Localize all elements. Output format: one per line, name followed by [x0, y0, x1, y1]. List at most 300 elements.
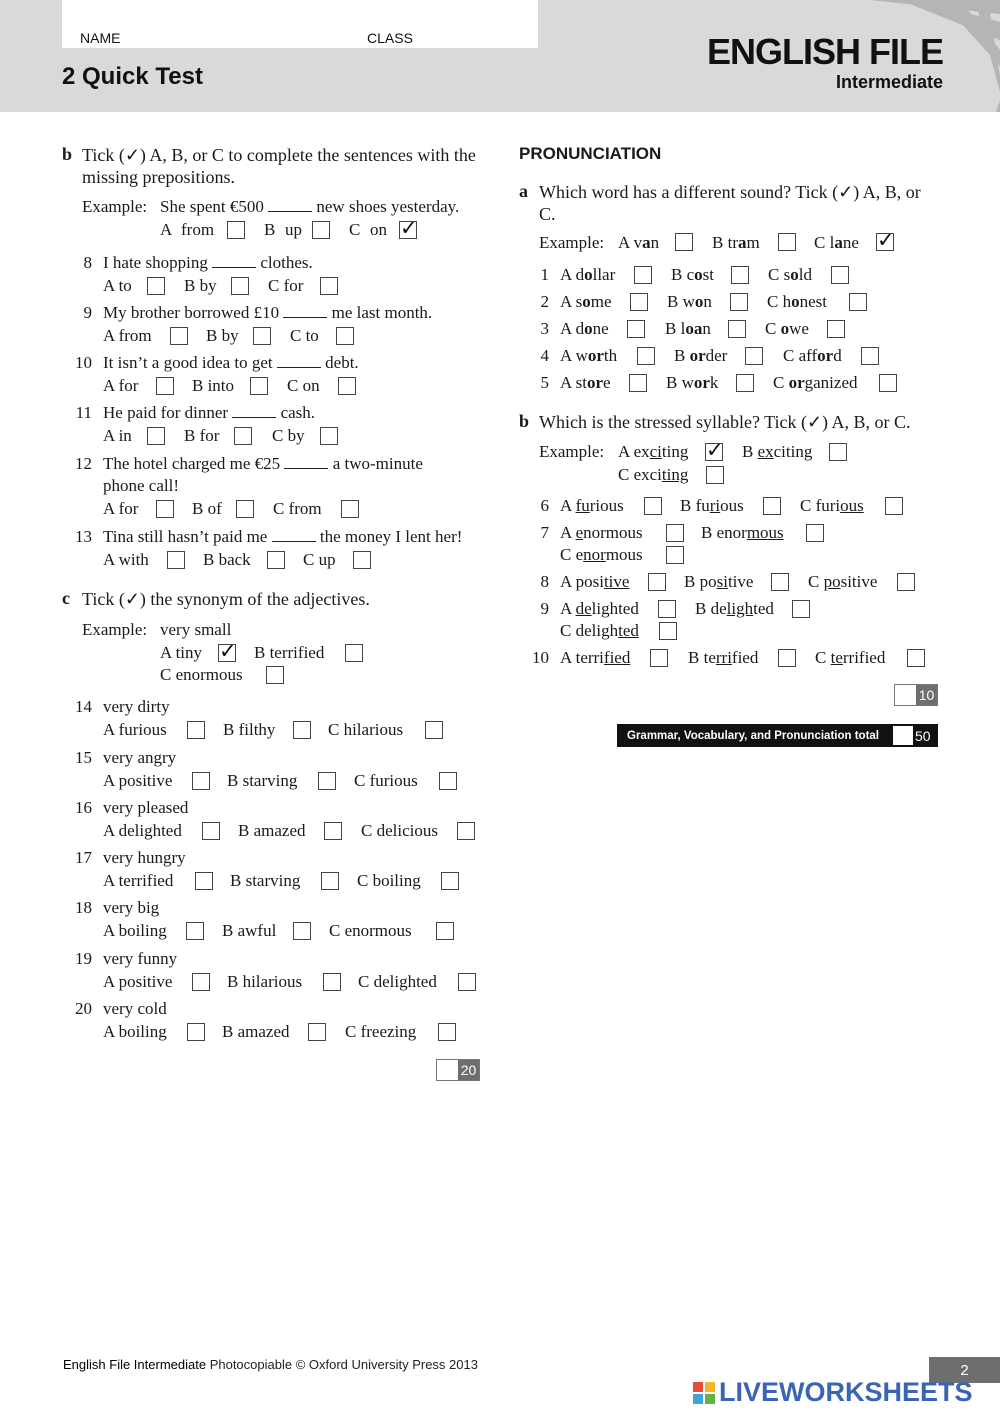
page-number: 2 — [929, 1357, 1000, 1383]
question-sentence — [103, 303, 432, 323]
answer-checkbox[interactable] — [666, 524, 684, 542]
answer-checkbox[interactable] — [644, 497, 662, 515]
answer-checkbox[interactable] — [436, 922, 454, 940]
stressed-syllable: ri — [709, 496, 721, 515]
word-part: m — [746, 233, 760, 252]
question-number: 18 — [75, 898, 92, 917]
word-part: de — [710, 599, 727, 618]
option-word — [808, 572, 877, 592]
total-score-bar — [617, 724, 938, 747]
option-label: B terrified — [254, 643, 325, 662]
question-number: 11 — [75, 403, 92, 422]
option-label: B by — [206, 326, 239, 345]
highlighted-sound: o — [780, 319, 790, 338]
option-letter: C — [560, 621, 572, 640]
option-label: C freezing — [345, 1022, 417, 1041]
answer-checkbox[interactable] — [336, 327, 354, 345]
option-label: C on — [287, 376, 320, 395]
answer-checkbox[interactable] — [831, 266, 849, 284]
option-label: C enormous — [160, 665, 243, 684]
stressed-syllable: te — [830, 648, 843, 667]
word-part: fu — [695, 496, 710, 515]
option-letter: A — [160, 220, 173, 239]
word-part: fied — [731, 648, 759, 667]
option-letter: B — [712, 233, 724, 252]
answer-checkbox[interactable] — [907, 649, 925, 667]
option-letter: A — [560, 523, 572, 542]
option-letter: A — [560, 346, 572, 365]
stressed-syllable: fied — [603, 648, 631, 667]
class-field-label[interactable]: CLASS — [367, 30, 413, 46]
word-part: w — [682, 292, 695, 311]
option-label: C to — [290, 326, 319, 345]
option-label: C by — [272, 426, 305, 445]
highlighted-sound: or — [689, 346, 706, 365]
answer-checkbox[interactable] — [728, 320, 746, 338]
word-part: sitive — [840, 572, 878, 591]
answer-checkbox[interactable] — [341, 500, 359, 518]
highlighted-sound: a — [642, 233, 651, 252]
footer-copyright — [63, 1357, 478, 1372]
word-part: s — [783, 265, 791, 284]
option-letter: C — [560, 545, 572, 564]
answer-checkbox[interactable] — [861, 347, 879, 365]
option-word — [773, 373, 858, 393]
option-letter: A — [560, 496, 572, 515]
answer-checkbox[interactable] — [637, 347, 655, 365]
answer-checkbox[interactable] — [267, 551, 285, 569]
option-word — [742, 442, 812, 462]
word-part: mous — [605, 545, 643, 564]
word-part: tive — [727, 572, 754, 591]
option-letter: A — [560, 373, 572, 392]
option-label: A furious — [103, 720, 167, 739]
option-letter: C — [815, 648, 827, 667]
highlighted-sound: a — [834, 233, 843, 252]
answer-checkbox[interactable] — [192, 772, 210, 790]
answer-checkbox[interactable] — [425, 721, 443, 739]
option-label: A delighted — [103, 821, 182, 840]
question-number: 6 — [540, 496, 549, 515]
option-letter: C — [768, 265, 780, 284]
word-part: s — [575, 292, 583, 311]
answer-checkbox[interactable] — [675, 233, 693, 251]
answer-blank — [277, 356, 321, 368]
answer-checkbox[interactable] — [234, 427, 252, 445]
answer-checkbox[interactable] — [156, 377, 174, 395]
footer-copyright-text: Photocopiable © Oxford University Press 2013 — [206, 1357, 478, 1372]
pron-a-letter: a — [519, 181, 528, 201]
sentence-end: debt. — [325, 353, 359, 372]
option-word — [560, 572, 629, 592]
highlighted-sound: o — [791, 292, 800, 311]
stressed-syllable: ex — [757, 442, 774, 461]
word-part: n — [650, 233, 660, 252]
option-letter: A — [560, 572, 572, 591]
word-part: k — [709, 373, 719, 392]
stressed-syllable: ting — [661, 465, 689, 484]
answer-checkbox[interactable] — [293, 922, 311, 940]
example-label: Example: — [82, 620, 148, 639]
option-label: C for — [268, 276, 304, 295]
answer-blank — [283, 306, 327, 318]
answer-checkbox[interactable] — [634, 266, 652, 284]
option-word — [712, 233, 760, 253]
answer-checkbox[interactable] — [293, 721, 311, 739]
option-label: A tiny — [160, 643, 203, 662]
score-input[interactable] — [895, 685, 916, 705]
word-part: st — [575, 373, 587, 392]
question-number: 9 — [83, 303, 92, 322]
answer-checkbox[interactable] — [627, 320, 645, 338]
highlighted-sound: o — [694, 292, 704, 311]
answer-checkbox[interactable] — [736, 374, 754, 392]
question-number: 10 — [75, 353, 92, 372]
option-letter: C — [808, 572, 820, 591]
answer-checkbox[interactable] — [195, 872, 213, 890]
sentence-start: He paid for dinner — [103, 403, 229, 422]
answer-checkbox[interactable] — [323, 973, 341, 991]
section-score-box — [436, 1059, 480, 1081]
option-label: B starving — [230, 871, 301, 890]
question-number: 2 — [540, 292, 549, 311]
option-letter: C — [783, 346, 795, 365]
highlighted-sound: o — [584, 319, 593, 338]
answer-checkbox[interactable] — [827, 320, 845, 338]
answer-checkbox[interactable] — [650, 649, 668, 667]
question-number: 8 — [83, 253, 92, 272]
answer-checkbox[interactable] — [441, 872, 459, 890]
answer-checkbox[interactable] — [879, 374, 897, 392]
answer-checkbox[interactable] — [156, 500, 174, 518]
word-part: terri — [575, 648, 604, 667]
answer-checkbox[interactable] — [706, 466, 724, 484]
question-prompt: very hungry — [103, 848, 186, 867]
answer-checkbox[interactable] — [253, 327, 271, 345]
stressed-syllable: nor — [583, 545, 606, 564]
page-header — [0, 0, 1000, 112]
stressed-syllable: ous — [840, 496, 864, 515]
word-part: l — [680, 319, 686, 338]
stressed-syllable: mous — [746, 523, 784, 542]
answer-checkbox[interactable] — [458, 973, 476, 991]
answer-checkbox[interactable] — [730, 293, 748, 311]
answer-checkbox[interactable] — [439, 772, 457, 790]
word-part: furi — [815, 496, 841, 515]
brand-logo — [707, 32, 943, 92]
answer-checkbox[interactable] — [192, 973, 210, 991]
option-word — [684, 572, 753, 592]
answer-checkbox[interactable] — [345, 644, 363, 662]
answer-blank — [272, 530, 316, 542]
option-letter: A — [560, 648, 572, 667]
brand-subtitle: Intermediate — [835, 72, 943, 92]
question-sentence — [103, 527, 462, 547]
word-part: d — [575, 319, 585, 338]
pron-a-instruction: Which word has a different sound? Tick (✓) A, B, or C. — [539, 182, 921, 224]
option-word — [768, 265, 812, 285]
word-part: d — [833, 346, 842, 365]
example-sentence-start: She spent €500 — [160, 197, 264, 216]
answer-checkbox[interactable] — [648, 573, 666, 591]
option-letter: A — [560, 292, 572, 311]
word-part: v — [633, 233, 643, 252]
option-label: A positive — [103, 771, 173, 790]
question-prompt: very angry — [103, 748, 177, 767]
answer-checkbox[interactable] — [236, 500, 254, 518]
question-number: 9 — [540, 599, 549, 618]
option-word — [665, 319, 711, 339]
option-word — [783, 346, 842, 366]
score-input[interactable] — [437, 1060, 458, 1080]
example-label: Example: — [82, 197, 148, 216]
word-part: c — [686, 265, 695, 284]
option-letter: B — [264, 220, 276, 239]
option-word — [666, 373, 718, 393]
option-word — [560, 545, 643, 565]
word-part: n — [702, 319, 711, 338]
answer-checkbox[interactable] — [187, 721, 205, 739]
answer-checkbox[interactable] — [630, 293, 648, 311]
answer-checkbox[interactable] — [320, 427, 338, 445]
answer-checkbox[interactable] — [705, 443, 723, 461]
option-word — [701, 523, 784, 543]
option-label: A terrified — [103, 871, 174, 890]
word-part: th — [603, 346, 618, 365]
sentence-start: I hate shopping — [103, 253, 208, 272]
answer-checkbox[interactable] — [186, 922, 204, 940]
option-word — [618, 442, 688, 462]
stressed-syllable: de — [575, 599, 592, 618]
answer-checkbox[interactable] — [250, 377, 268, 395]
sentence-start: It isn’t a good idea to get — [103, 353, 273, 372]
name-class-box — [62, 0, 538, 48]
question-number: 16 — [75, 798, 92, 817]
word-part: posi — [575, 572, 604, 591]
answer-checkbox[interactable] — [806, 524, 824, 542]
option-label: A from — [103, 326, 152, 345]
option-letter: B — [688, 648, 700, 667]
word-part: llar — [592, 265, 616, 284]
option-word — [560, 373, 611, 393]
answer-checkbox[interactable] — [147, 427, 165, 445]
option-letter: C — [618, 465, 630, 484]
highlighted-sound: or — [788, 373, 805, 392]
option-label: B for — [184, 426, 220, 445]
answer-checkbox[interactable] — [266, 666, 284, 684]
answer-checkbox[interactable] — [170, 327, 188, 345]
answer-checkbox[interactable] — [771, 573, 789, 591]
word-part: l — [829, 233, 835, 252]
section-c-instruction: Tick (✓) the synonym of the adjectives. — [82, 589, 370, 609]
answer-checkbox[interactable] — [876, 233, 894, 251]
option-letter: A — [560, 599, 572, 618]
option-label: A boiling — [103, 921, 167, 940]
answer-checkbox[interactable] — [659, 622, 677, 640]
answer-checkbox[interactable] — [731, 266, 749, 284]
stressed-syllable: ci — [649, 442, 662, 461]
word-part: e — [602, 373, 611, 392]
question-number: 19 — [75, 949, 92, 968]
score-max: 20 — [458, 1060, 479, 1080]
option-word — [765, 319, 809, 339]
option-letter: C — [814, 233, 826, 252]
answer-blank — [212, 256, 256, 268]
answer-checkbox[interactable] — [666, 546, 684, 564]
option-label: C furious — [354, 771, 418, 790]
answer-checkbox[interactable] — [399, 221, 417, 239]
stressed-syllable: si — [716, 572, 728, 591]
option-word — [671, 265, 714, 285]
answer-blank — [268, 200, 312, 212]
option-label: C delighted — [358, 972, 437, 991]
answer-checkbox[interactable] — [147, 277, 165, 295]
sentence-end: clothes. — [260, 253, 313, 272]
option-letter: B — [742, 442, 754, 461]
option-letter: B — [665, 319, 677, 338]
answer-checkbox[interactable] — [231, 277, 249, 295]
answer-checkbox[interactable] — [320, 277, 338, 295]
option-letter: B — [667, 292, 679, 311]
answer-checkbox[interactable] — [457, 822, 475, 840]
word-part: me — [590, 292, 612, 311]
highlighted-sound: o — [694, 265, 703, 284]
sentence-end: me last month. — [331, 303, 433, 322]
stressed-syllable: po — [823, 572, 841, 591]
answer-checkbox[interactable] — [318, 772, 336, 790]
stressed-syllable: ted — [618, 621, 639, 640]
word-part: exci — [633, 465, 662, 484]
word-part: enor — [716, 523, 747, 542]
answer-checkbox[interactable] — [778, 233, 796, 251]
option-label: B filthy — [223, 720, 276, 739]
highlighted-sound: oa — [685, 319, 703, 338]
example-sentence-end: new shoes yesterday. — [316, 197, 460, 216]
section-b-letter: b — [62, 144, 73, 164]
word-part: h — [782, 292, 792, 311]
answer-checkbox[interactable] — [187, 1023, 205, 1041]
highlighted-sound: or — [587, 346, 604, 365]
option-label: C hilarious — [328, 720, 404, 739]
answer-checkbox[interactable] — [438, 1023, 456, 1041]
stressed-syllable: ligh — [726, 599, 754, 618]
sentence-end: cash. — [280, 403, 316, 422]
liveworksheets-logo — [693, 1377, 973, 1408]
answer-checkbox[interactable] — [778, 649, 796, 667]
answer-checkbox[interactable] — [338, 377, 356, 395]
option-word — [560, 621, 639, 641]
total-score-max: 50 — [915, 727, 931, 744]
question-number: 4 — [540, 346, 549, 365]
option-label: A with — [103, 550, 149, 569]
sentence-end: a two-minute — [332, 454, 423, 473]
option-label: A in — [103, 426, 132, 445]
option-label: B by — [184, 276, 217, 295]
total-score-input[interactable] — [893, 726, 913, 745]
option-letter: B — [680, 496, 692, 515]
answer-checkbox[interactable] — [308, 1023, 326, 1041]
answer-checkbox[interactable] — [167, 551, 185, 569]
answer-blank — [232, 406, 276, 418]
question-prompt: very big — [103, 898, 160, 917]
sentence-end: the money I lent her! — [319, 527, 463, 546]
example-sentence — [160, 197, 459, 217]
word-part: d — [575, 265, 585, 284]
option-label: A for — [103, 376, 139, 395]
question-prompt: very cold — [103, 999, 167, 1018]
option-word: on — [370, 220, 387, 239]
option-word — [560, 599, 639, 619]
stressed-syllable: fu — [575, 496, 590, 515]
pronunciation-title: PRONUNCIATION — [519, 144, 662, 163]
answer-checkbox[interactable] — [763, 497, 781, 515]
question-sentence — [103, 403, 315, 423]
answer-checkbox[interactable] — [829, 443, 847, 461]
question-number: 12 — [75, 454, 92, 473]
stressed-syllable: e — [575, 523, 584, 542]
word-part: rious — [589, 496, 624, 515]
answer-checkbox[interactable] — [227, 221, 245, 239]
answer-checkbox[interactable] — [202, 822, 220, 840]
option-label: C from — [273, 499, 322, 518]
option-letter: B — [671, 265, 683, 284]
option-word — [800, 496, 864, 516]
option-label: C up — [303, 550, 336, 569]
question-prompt: very dirty — [103, 697, 170, 716]
option-word — [618, 233, 659, 253]
word-part: nest — [799, 292, 827, 311]
section-c-letter: c — [62, 588, 70, 608]
answer-checkbox[interactable] — [849, 293, 867, 311]
word-part: tr — [727, 233, 738, 252]
highlighted-sound: o — [790, 265, 799, 284]
answer-checkbox[interactable] — [321, 872, 339, 890]
answer-checkbox[interactable] — [353, 551, 371, 569]
question-number: 5 — [540, 373, 549, 392]
footer-brand: English File Intermediate — [63, 1357, 207, 1372]
answer-checkbox[interactable] — [218, 644, 236, 662]
option-word — [767, 292, 827, 312]
option-letter: C — [773, 373, 785, 392]
option-label: C delicious — [361, 821, 438, 840]
answer-checkbox[interactable] — [745, 347, 763, 365]
option-label: A for — [103, 499, 139, 518]
answer-checkbox[interactable] — [324, 822, 342, 840]
sentence-start: The hotel charged me €25 — [103, 454, 281, 473]
name-field-label[interactable]: NAME — [80, 30, 121, 46]
answer-checkbox[interactable] — [658, 600, 676, 618]
option-label: B starving — [227, 771, 298, 790]
option-word — [695, 599, 774, 619]
brand-title: ENGLISH FILE — [706, 31, 943, 72]
score-max: 10 — [916, 685, 937, 705]
option-letter: C — [765, 319, 777, 338]
question-number: 7 — [540, 523, 549, 542]
answer-checkbox[interactable] — [897, 573, 915, 591]
option-label: B into — [192, 376, 235, 395]
pron-score-box — [894, 684, 938, 706]
answer-checkbox[interactable] — [792, 600, 810, 618]
word-part: lighted — [591, 599, 639, 618]
question-number: 15 — [75, 748, 92, 767]
option-letter: C — [349, 220, 361, 239]
option-word — [560, 496, 624, 516]
answer-checkbox[interactable] — [885, 497, 903, 515]
word-part: po — [699, 572, 717, 591]
answer-checkbox[interactable] — [312, 221, 330, 239]
option-word — [560, 523, 643, 543]
answer-checkbox[interactable] — [629, 374, 647, 392]
